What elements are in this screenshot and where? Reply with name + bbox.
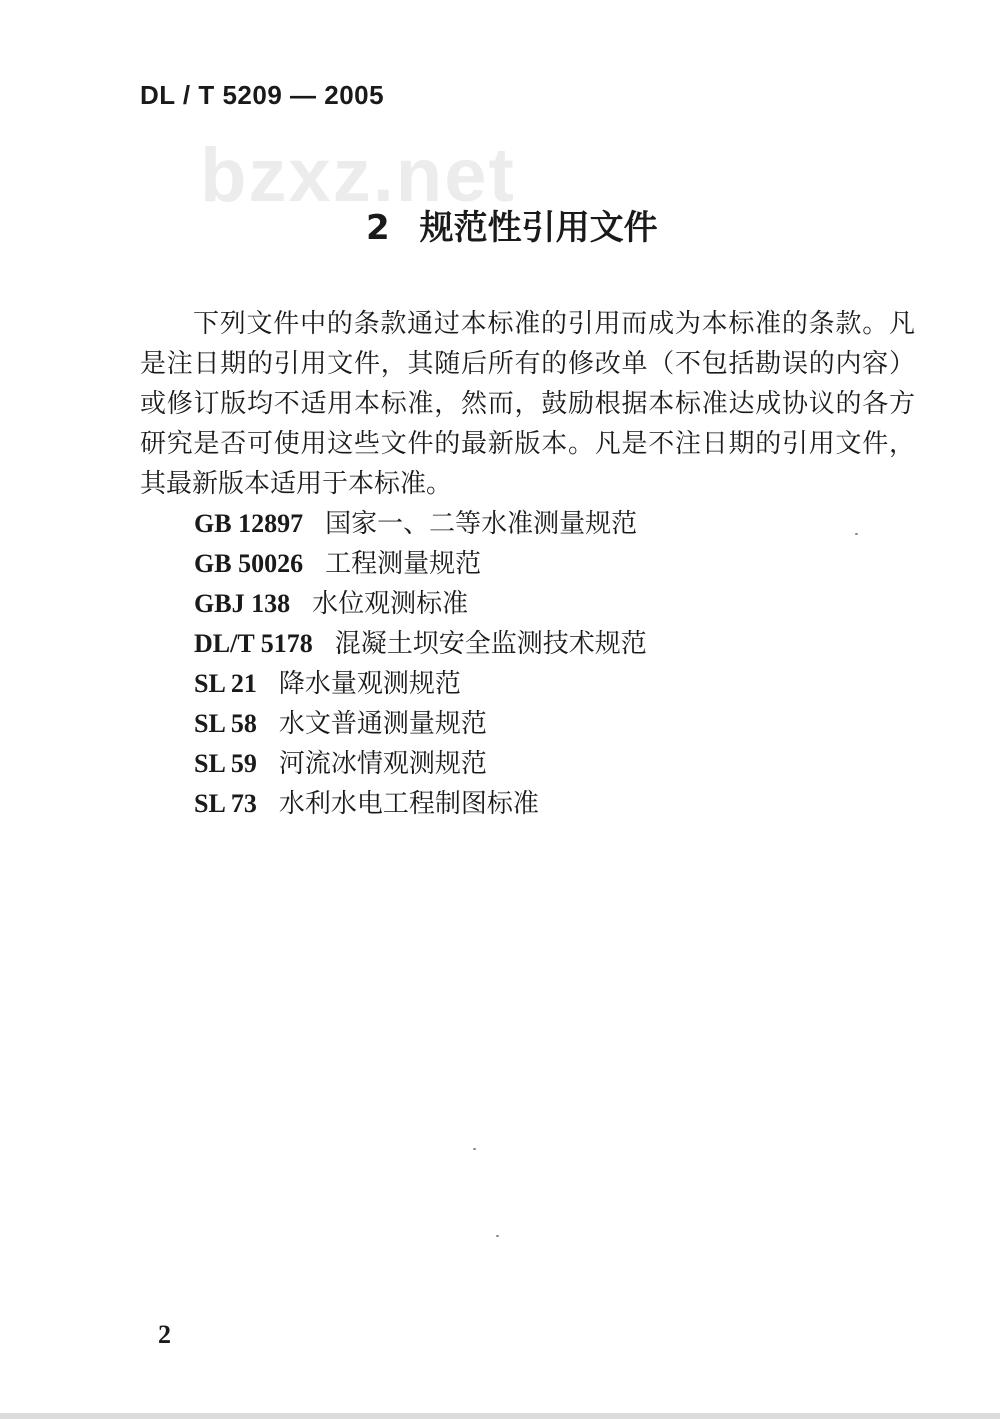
intro-paragraph: 下列文件中的条款通过本标准的引用而成为本标准的条款。凡是注日期的引用文件，其随后所有的修改单（不包括勘误的内容）或修订版均不适用本标准，然而，鼓励根据本标准达成协议的各方研究是否可使用这些文件的最新版本。凡是不注日期的引用文件，其最新版本适用于本标准。 — [140, 309, 915, 499]
reference-item — [194, 784, 647, 824]
reference-item — [194, 544, 647, 584]
section-title: 规范性引用文件 — [419, 208, 658, 248]
reference-code: SL 59 — [194, 749, 257, 778]
reference-item — [194, 664, 647, 704]
reference-item — [194, 704, 647, 744]
reference-list — [194, 504, 647, 824]
reference-code: DL/T 5178 — [194, 629, 313, 658]
reference-title: 河流冰情观测规范 — [278, 749, 487, 779]
bottom-edge — [0, 1413, 1000, 1419]
scan-speck — [473, 1148, 476, 1150]
watermark: bzxz.net — [200, 133, 516, 218]
scan-speck — [496, 1235, 499, 1237]
reference-title: 混凝土坝安全监测技术规范 — [334, 629, 647, 659]
section-number: 2 — [366, 208, 390, 248]
reference-code: GB 50026 — [194, 549, 304, 578]
reference-item — [194, 504, 647, 544]
reference-title: 水文普通测量规范 — [278, 709, 487, 739]
reference-code: SL 73 — [194, 789, 257, 818]
reference-title: 国家一、二等水准测量规范 — [325, 509, 638, 539]
reference-code: SL 21 — [194, 669, 257, 698]
reference-code: GBJ 138 — [194, 589, 291, 618]
reference-title: 工程测量规范 — [325, 549, 482, 579]
section-heading — [366, 200, 658, 249]
reference-title: 水利水电工程制图标准 — [278, 789, 539, 819]
reference-title: 水位观测标准 — [312, 589, 469, 619]
reference-item — [194, 744, 647, 784]
reference-title: 降水量观测规范 — [278, 669, 461, 699]
document-code: DL / T 5209 — 2005 — [140, 80, 385, 110]
scan-speck — [855, 533, 858, 535]
reference-item — [194, 584, 647, 624]
reference-code: GB 12897 — [194, 509, 304, 538]
reference-item — [194, 624, 647, 664]
page-number: 2 — [158, 1320, 171, 1349]
reference-code: SL 58 — [194, 709, 257, 738]
